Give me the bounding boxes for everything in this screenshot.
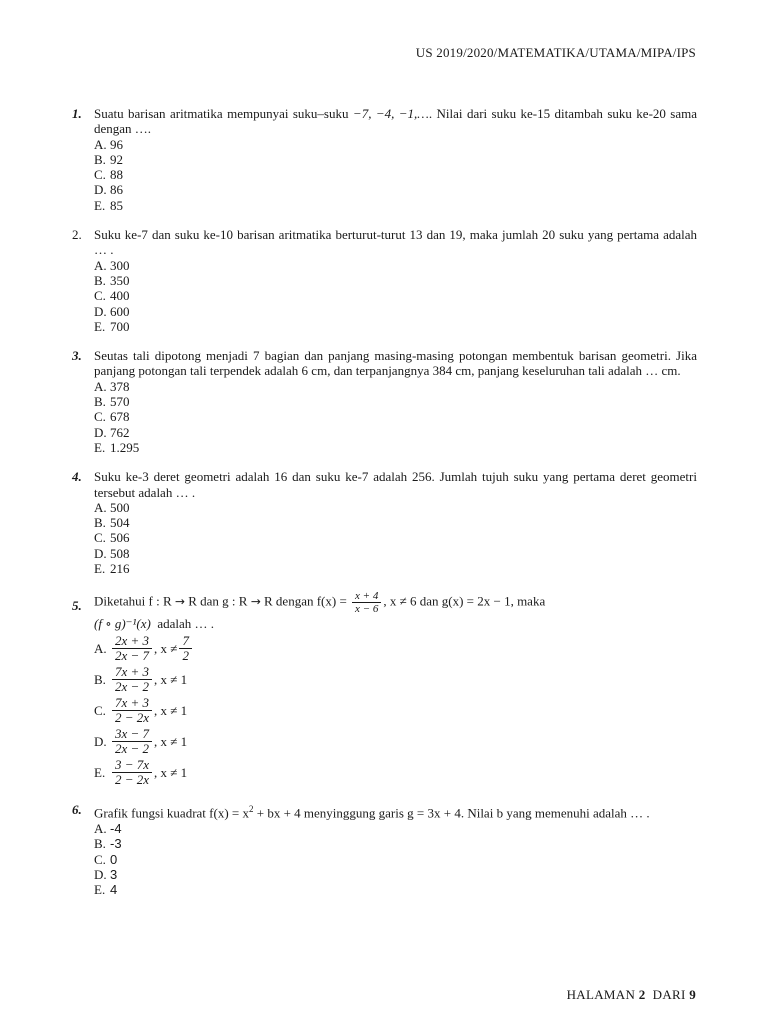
option [94, 882, 697, 897]
options-list [94, 821, 697, 897]
question-stem: Suku ke-7 dan suku ke-10 barisan aritmatika berturut-turut 13 dan 19, maka jumlah 20 suku yang pertama adalah … . [94, 227, 697, 258]
arrow-icon: → [174, 594, 185, 609]
option-letter: B. [94, 836, 106, 852]
option-text: 350 [110, 272, 130, 288]
option-letter: D. [94, 866, 107, 882]
stem-text: Grafik fungsi kuadrat f(x) = x [94, 805, 249, 821]
stem-text: + bx + 4 menyinggung garis g = 3x + 4. Nilai b yang memenuhi adalah … . [253, 805, 650, 821]
option [94, 182, 697, 197]
option-text: 508 [110, 545, 130, 561]
stem-text: . Nilai dari suku ke-15 ditambah suku ke-20 sama dengan …. [94, 106, 698, 137]
option-letter: E. [94, 882, 106, 898]
stem-text: Suatu barisan aritmatika mempunyai suku–suku [94, 106, 349, 121]
option-text: 4 [110, 882, 118, 898]
option [94, 409, 697, 424]
question-number: 2. [72, 227, 82, 243]
stem-text: R dengan f(x) = [260, 593, 347, 609]
option-condition: , x ≠ 1 [154, 765, 188, 781]
fraction-denominator: x − 6 [355, 603, 379, 616]
option-letter: A. [94, 641, 107, 657]
fraction-numerator: 3 − 7x [112, 758, 152, 773]
option-text: 92 [110, 151, 123, 167]
option-letter: C. [94, 409, 106, 425]
option-text: -3 [110, 836, 122, 852]
fraction-numerator: 7x + 3 [112, 696, 152, 711]
option [94, 500, 697, 515]
option [94, 425, 697, 440]
sequence-math: −7, −4, −1,… [352, 106, 429, 121]
page-number: 2 [638, 987, 646, 1002]
fraction-denominator: 2x − 2 [115, 679, 150, 695]
question-3 [72, 348, 697, 455]
option [94, 137, 697, 152]
option-text: 1.295 [110, 439, 140, 455]
option-letter: B. [94, 672, 106, 688]
option-letter: C. [94, 851, 106, 867]
question-stem: Seutas tali dipotong menjadi 7 bagian dan panjang masing-masing potongan membentuk barisan geometri. Jika panjang potongan tali terpendek adalah 6 cm, dan terpanjangnya 384 cm, panjang keseluruhan tali adalah … cm. [94, 348, 697, 379]
page-total: 9 [689, 987, 696, 1002]
inverse-composition-math: (f ∘ g)⁻¹(x) [94, 616, 151, 632]
option-letter: A. [94, 257, 107, 273]
option [94, 561, 697, 576]
options-list [94, 500, 697, 576]
page-header: US 2019/2020/MATEMATIKA/UTAMA/MIPA/IPS [415, 45, 696, 60]
option-text: 762 [110, 424, 130, 440]
option-condition: , x ≠ [154, 641, 178, 657]
question-1 [72, 106, 697, 213]
footer-mid: DARI [652, 987, 686, 1002]
stem-text: adalah … . [157, 616, 215, 632]
question-number: 1. [72, 106, 82, 121]
option-text: 570 [110, 394, 130, 410]
condition-fraction [179, 634, 192, 663]
option-letter: A. [94, 378, 107, 394]
page-footer [567, 987, 696, 1003]
arrow-icon: → [250, 594, 261, 609]
option [94, 152, 697, 167]
option-letter: D. [94, 303, 107, 319]
option [94, 726, 697, 757]
fraction-denominator: 2 [182, 648, 189, 664]
fraction-numerator: 7x + 3 [112, 665, 152, 680]
option [94, 836, 697, 851]
question-2 [72, 227, 697, 334]
option-text: 506 [110, 530, 130, 546]
option-fraction [112, 758, 152, 787]
option-text: 500 [110, 499, 130, 515]
question-number: 4. [72, 469, 82, 485]
option-fraction [112, 634, 152, 663]
option-fraction [112, 665, 152, 694]
option [94, 530, 697, 545]
option [94, 664, 697, 695]
option-text: 85 [110, 197, 123, 213]
options-list [94, 258, 697, 334]
fraction-f [352, 590, 381, 615]
option-text: 216 [110, 561, 130, 577]
option-letter: E. [94, 561, 106, 577]
question-stem [94, 590, 697, 633]
option [94, 258, 697, 273]
option [94, 695, 697, 726]
option-text: 3 [110, 866, 118, 882]
option [94, 546, 697, 561]
option-letter: B. [94, 272, 106, 288]
option [94, 757, 697, 788]
option [94, 394, 697, 409]
question-6 [72, 802, 697, 897]
option [94, 198, 697, 213]
option [94, 440, 697, 455]
question-4 [72, 469, 697, 576]
option [94, 515, 697, 530]
option-condition: , x ≠ 1 [154, 672, 188, 688]
question-stem [94, 106, 697, 137]
fraction-numerator: x + 4 [352, 590, 381, 603]
fraction-numerator: 7 [179, 634, 192, 649]
option-letter: E. [94, 318, 106, 334]
option-text: 678 [110, 409, 130, 425]
question-number: 3. [72, 348, 82, 364]
option-letter: C. [94, 167, 106, 183]
question-number: 5. [72, 598, 82, 614]
option-text: 400 [110, 288, 130, 304]
option-letter: C. [94, 703, 106, 719]
option-text: -4 [110, 820, 122, 836]
stem-text: R dan g : R [184, 593, 248, 609]
option-fraction [112, 727, 152, 756]
fraction-denominator: 2 − 2x [115, 772, 150, 788]
option-letter: D. [94, 424, 107, 440]
option-text: 700 [110, 318, 130, 334]
option [94, 304, 697, 319]
option-letter: D. [94, 545, 107, 561]
option-letter: B. [94, 394, 106, 410]
option-letter: B. [94, 151, 106, 167]
option-letter: C. [94, 530, 106, 546]
option-text: 88 [110, 167, 123, 183]
fraction-denominator: 2x − 2 [115, 741, 150, 757]
option [94, 852, 697, 867]
option [94, 167, 697, 182]
superscript: 2 [248, 804, 254, 815]
footer-prefix: HALAMAN [566, 987, 636, 1002]
options-list [94, 137, 697, 213]
question-5 [72, 590, 697, 788]
option-fraction [112, 696, 152, 725]
option-letter: E. [94, 197, 106, 213]
option-letter: A. [94, 820, 107, 836]
option [94, 821, 697, 836]
option-text: 300 [110, 257, 130, 273]
fraction-numerator: 2x + 3 [112, 634, 152, 649]
option-letter: A. [94, 499, 107, 515]
option-text: 96 [110, 136, 123, 152]
question-stem: Suku ke-3 deret geometri adalah 16 dan suku ke-7 adalah 256. Jumlah tujuh suku yang pertama deret geometri tersebut adalah … . [94, 469, 697, 500]
option-text: 600 [110, 303, 130, 319]
option-letter: A. [94, 136, 107, 152]
options-list [94, 379, 697, 455]
option-condition: , x ≠ 1 [154, 734, 188, 750]
option [94, 273, 697, 288]
option-letter: D. [94, 182, 107, 198]
option-text: 0 [110, 851, 118, 867]
option-letter: B. [94, 515, 106, 531]
stem-text: , x ≠ 6 dan g(x) = 2x − 1, maka [383, 593, 546, 609]
fraction-denominator: 2x − 7 [115, 648, 150, 664]
option-text: 378 [110, 378, 130, 394]
option [94, 288, 697, 303]
fraction-denominator: 2 − 2x [115, 710, 150, 726]
option-text: 504 [110, 515, 130, 531]
question-list [72, 106, 697, 897]
option [94, 633, 697, 664]
option-text: 86 [110, 182, 123, 198]
option [94, 379, 697, 394]
fraction-numerator: 3x − 7 [112, 727, 152, 742]
question-stem [94, 802, 697, 821]
stem-text: Diketahui f : R [94, 593, 172, 609]
option-letter: E. [94, 439, 106, 455]
option-letter: E. [94, 765, 106, 781]
option-condition: , x ≠ 1 [154, 703, 188, 719]
option [94, 319, 697, 334]
question-number: 6. [72, 802, 82, 818]
option-letter: D. [94, 734, 107, 750]
option [94, 867, 697, 882]
options-list [94, 633, 697, 788]
option-letter: C. [94, 288, 106, 304]
